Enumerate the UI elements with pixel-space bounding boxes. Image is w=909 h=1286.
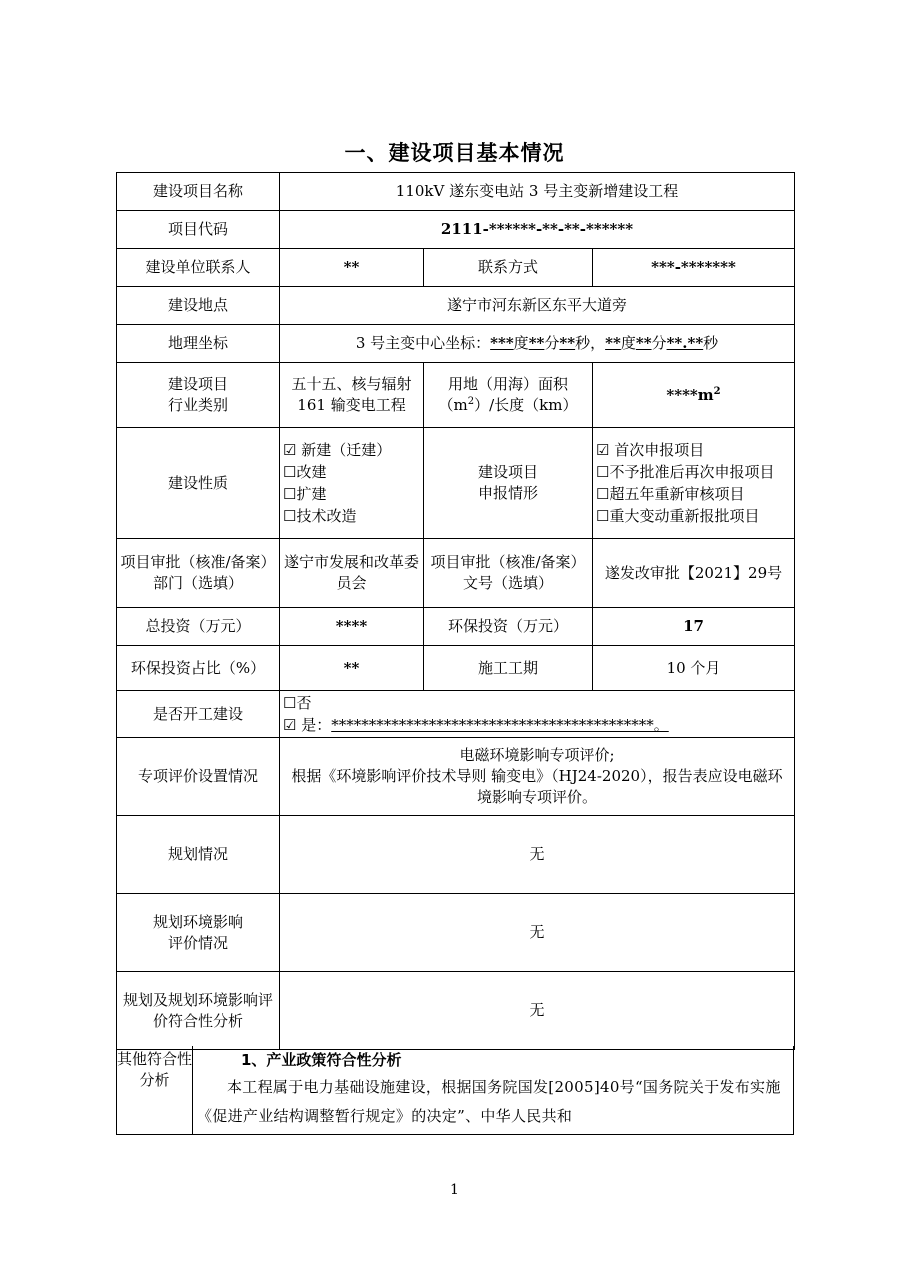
value-industry xyxy=(280,363,424,428)
page-number: 1 xyxy=(450,1182,459,1198)
special-eval-line2: 根据《环境影响评价技术导则 输变电》（HJ24-2020），报告表应设电磁环境影响专项评价。 xyxy=(291,767,783,806)
value-planning: 无 xyxy=(280,816,795,894)
label-special-eval: 专项评价设置情况 xyxy=(117,738,280,816)
label-project-name: 建设项目名称 xyxy=(117,173,280,211)
nature-option-new[interactable]: ☑ 新建（迁建） xyxy=(283,441,392,459)
declare-option-five-year[interactable]: ☐超五年重新审核项目 xyxy=(596,485,745,503)
nature-option-tech[interactable]: ☐技术改造 xyxy=(283,507,357,525)
special-eval-line1: 电磁环境影响专项评价; xyxy=(459,746,615,764)
row-planning-eia xyxy=(117,894,795,972)
label-location: 建设地点 xyxy=(117,287,280,325)
row-project-name xyxy=(117,173,795,211)
label-period: 施工工期 xyxy=(424,646,593,691)
label-planning-eia xyxy=(117,894,280,972)
coord-min-unit-2: 分 xyxy=(651,334,667,352)
basic-info-table xyxy=(116,172,795,1050)
row-industry xyxy=(117,363,795,428)
value-started xyxy=(280,691,795,738)
value-approval: 遂宁市发展和改革委员会 xyxy=(280,539,424,608)
nature-option-expand[interactable]: ☐扩建 xyxy=(283,485,327,503)
label-nature: 建设性质 xyxy=(117,428,280,539)
coord-sec-unit-1: 秒， xyxy=(575,334,606,352)
value-contact: ** xyxy=(280,249,424,287)
label-approval-doc: 项目审批（核准/备案）文号（选填） xyxy=(424,539,593,608)
label-area-line1: 用地（用海）面积 xyxy=(447,375,568,393)
value-coordinates xyxy=(280,325,795,363)
row-coordinates xyxy=(117,325,795,363)
label-contact: 建设单位联系人 xyxy=(117,249,280,287)
coord-prefix: 3 号主变中心坐标： xyxy=(355,334,491,352)
label-started: 是否开工建设 xyxy=(117,691,280,738)
declare-options xyxy=(593,428,795,539)
value-industry-line1: 五十五、核与辐射 xyxy=(291,375,412,393)
coord-lat-deg: ** xyxy=(605,334,621,352)
row-started xyxy=(117,691,795,738)
coord-deg-unit-2: 度 xyxy=(620,334,636,352)
value-area-number: ****m xyxy=(666,385,714,404)
row-planning-conformity xyxy=(117,972,795,1050)
section-heading-industry-policy: 1、产业政策符合性分析 xyxy=(241,1051,402,1069)
label-area-line2b: ）/长度（km） xyxy=(474,396,578,414)
coord-min-unit-1: 分 xyxy=(544,334,560,352)
value-project-name: 110kV 遂东变电站 3 号主变新增建设工程 xyxy=(280,173,795,211)
value-period: 10 个月 xyxy=(593,646,795,691)
value-contact-method: ***-******* xyxy=(593,249,795,287)
label-contact-method: 联系方式 xyxy=(424,249,593,287)
label-declare-line2: 申报情形 xyxy=(477,484,538,502)
label-area-sup: 2 xyxy=(467,396,475,407)
label-other-conformity: 其他符合性分析 xyxy=(117,1046,193,1135)
label-planning-eia-line1: 规划环境影响 xyxy=(152,912,243,931)
coord-lat-sec: **.** xyxy=(666,334,704,352)
row-approval xyxy=(117,539,795,608)
value-planning-conformity: 无 xyxy=(280,972,795,1050)
row-investment xyxy=(117,608,795,646)
other-conformity-section xyxy=(116,1046,794,1135)
label-coordinates: 地理坐标 xyxy=(117,325,280,363)
coord-lon-sec: ** xyxy=(559,334,576,352)
label-approval: 项目审批（核准/备案）部门（选填） xyxy=(117,539,280,608)
declare-option-major-change[interactable]: ☐重大变动重新报批项目 xyxy=(596,507,760,525)
other-conformity-content xyxy=(193,1046,793,1131)
label-declare-line1: 建设项目 xyxy=(477,463,538,481)
value-planning-eia: 无 xyxy=(280,894,795,972)
value-area xyxy=(593,363,795,428)
coord-lon-deg: *** xyxy=(490,334,514,352)
value-special-eval xyxy=(280,738,795,816)
started-option-yes[interactable]: ☑ 是： xyxy=(283,716,332,734)
label-declare xyxy=(424,428,593,539)
coord-sec-unit-2: 秒 xyxy=(703,334,719,352)
value-ratio: ** xyxy=(280,646,424,691)
started-detail: *******************************************。 xyxy=(331,716,669,734)
label-industry xyxy=(117,363,280,428)
label-investment: 总投资（万元） xyxy=(117,608,280,646)
row-location xyxy=(117,287,795,325)
label-planning: 规划情况 xyxy=(117,816,280,894)
label-area xyxy=(424,363,593,428)
label-planning-eia-line2: 评价情况 xyxy=(167,933,228,952)
page-title: 一、建设项目基本情况 xyxy=(344,141,565,165)
label-planning-conformity: 规划及规划环境影响评价符合性分析 xyxy=(117,972,280,1050)
label-ratio: 环保投资占比（%） xyxy=(117,646,280,691)
label-industry-line1: 建设项目 xyxy=(167,375,228,393)
label-industry-line2: 行业类别 xyxy=(167,396,228,414)
row-contact xyxy=(117,249,795,287)
coord-lat-min: ** xyxy=(635,334,652,352)
coord-lon-min: ** xyxy=(528,334,545,352)
value-location: 遂宁市河东新区东平大道旁 xyxy=(280,287,795,325)
row-nature xyxy=(117,428,795,539)
value-industry-line2: 161 输变电工程 xyxy=(297,396,406,414)
declare-option-first[interactable]: ☑ 首次申报项目 xyxy=(596,441,705,459)
nature-options xyxy=(280,428,424,539)
declare-option-resubmit[interactable]: ☐不予批准后再次申报项目 xyxy=(596,463,775,481)
row-project-code xyxy=(117,211,795,249)
label-env-investment: 环保投资（万元） xyxy=(424,608,593,646)
coord-deg-unit-1: 度 xyxy=(513,334,529,352)
row-ratio xyxy=(117,646,795,691)
value-project-code: 2111-******-**-**-****** xyxy=(280,211,795,249)
value-investment: **** xyxy=(280,608,424,646)
label-area-line2a: （m xyxy=(438,396,468,414)
row-planning xyxy=(117,816,795,894)
value-env-investment: 17 xyxy=(593,608,795,646)
label-project-code: 项目代码 xyxy=(117,211,280,249)
row-special-eval xyxy=(117,738,795,816)
value-approval-doc: 遂发改审批【2021】29号 xyxy=(593,539,795,608)
value-area-sup: 2 xyxy=(713,385,721,397)
nature-option-rebuild[interactable]: ☐改建 xyxy=(283,463,327,481)
started-option-no[interactable]: ☐否 xyxy=(283,694,312,712)
industry-policy-paragraph: 本工程属于电力基础设施建设，根据国务院国发[2005]40号“国务院关于发布实施《促进产业结构调整暂行规定》的决定”、中华人民共和 xyxy=(197,1078,781,1125)
